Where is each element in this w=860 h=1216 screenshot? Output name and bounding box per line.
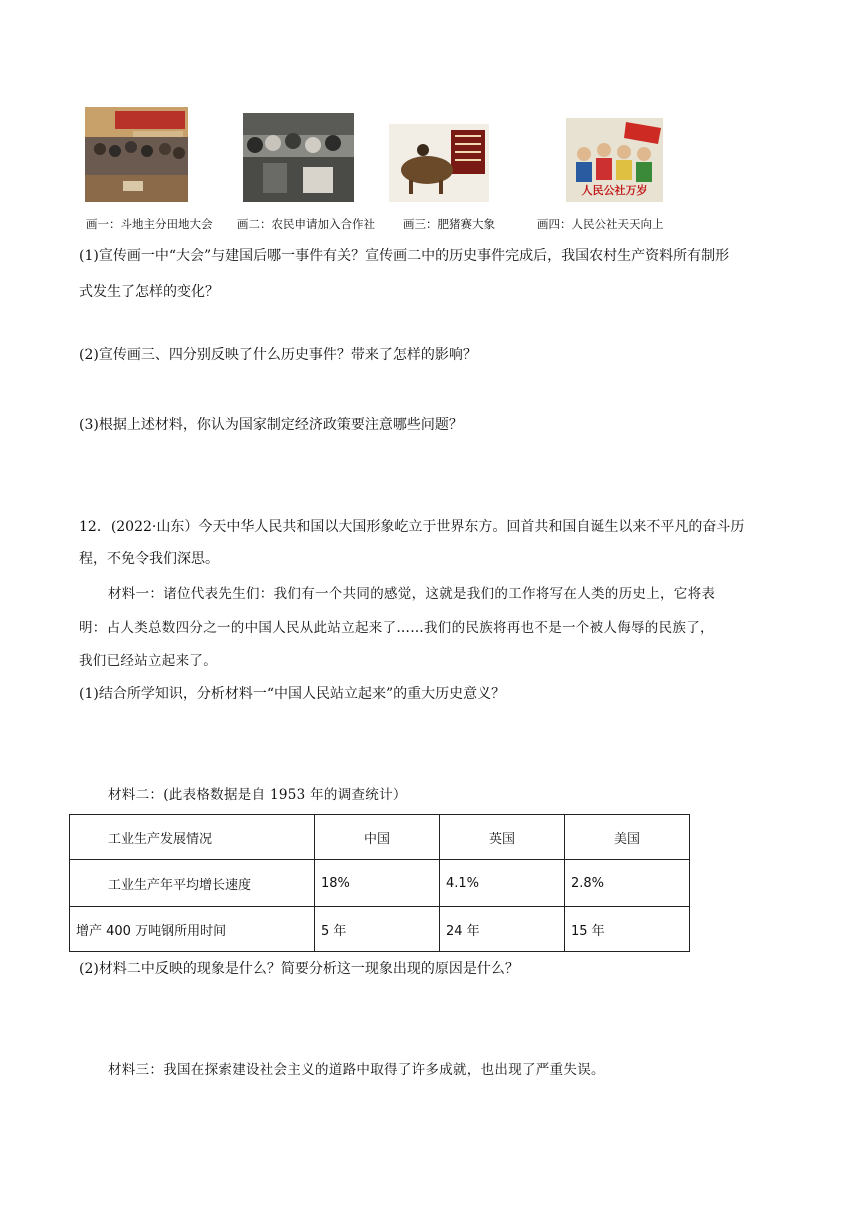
q12-material1-line1: 材料一：诸位代表先生们：我们有一个共同的感觉，这就是我们的工作将写在人类的历史上，它将表 (108, 586, 716, 602)
table-cell: 增产 400 万吨钢所用时间 (70, 907, 315, 952)
table-header-row (70, 815, 690, 860)
poster-2-caption: 画二：农民申请加入合作社 (237, 217, 375, 231)
poster-3-caption: 画三：肥猪赛大象 (403, 217, 495, 231)
poster-4-slogan: 人民公社万岁 (581, 184, 648, 197)
q11-sub1-line1: (1)宣传画一中“大会”与建国后哪一事件有关？宣传画二中的历史事件完成后，我国农村生产资料所有制形 (79, 248, 730, 264)
q12-intro-line2: 程，不免令我们深思。 (79, 551, 219, 567)
table-cell: 工业生产年平均增长速度 (70, 860, 315, 907)
table-cell: 5 年 (315, 907, 440, 952)
q12-material2-title: 材料二：(此表格数据是自 1953 年的调查统计） (108, 787, 407, 803)
q12-intro-line1: 12．(2022·山东）今天中华人民共和国以大国形象屹立于世界东方。回首共和国自诞生以来不平凡的奋斗历 (79, 519, 745, 535)
q12-material3: 材料三：我国在探索建设社会主义的道路中取得了许多成就，也出现了严重失误。 (108, 1062, 605, 1078)
table-header-cell: 工业生产发展情况 (70, 815, 315, 860)
q12-sub1: (1)结合所学知识，分析材料一“中国人民站立起来”的重大历史意义？ (79, 686, 506, 702)
table-row (70, 907, 690, 952)
table-cell: 4.1% (440, 860, 565, 907)
table-header-cell: 中国 (315, 815, 440, 860)
table-cell: 2.8% (565, 860, 690, 907)
table-cell: 24 年 (440, 907, 565, 952)
poster-4-caption: 画四：人民公社天天向上 (537, 217, 664, 231)
table-header-cell: 美国 (565, 815, 690, 860)
table-row (70, 860, 690, 907)
table-header-cell: 英国 (440, 815, 565, 860)
poster-2-image (243, 113, 354, 202)
poster-3-image (389, 124, 489, 202)
q11-sub3: (3)根据上述材料，你认为国家制定经济政策要注意哪些问题？ (79, 417, 463, 433)
q11-sub1-line2: 式发生了怎样的变化？ (79, 284, 219, 300)
poster-1-caption: 画一：斗地主分田地大会 (86, 217, 213, 231)
poster-4-image (566, 118, 663, 202)
table-cell: 18% (315, 860, 440, 907)
poster-1-image (85, 107, 188, 202)
industry-table (69, 814, 690, 952)
q12-sub2: (2)材料二中反映的现象是什么？简要分析这一现象出现的原因是什么？ (79, 961, 519, 977)
q12-material1-line3: 我们已经站立起来了。 (79, 653, 217, 669)
q11-sub2: (2)宣传画三、四分别反映了什么历史事件？带来了怎样的影响？ (79, 347, 477, 363)
q12-material1-line2: 明：占人类总数四分之一的中国人民从此站立起来了……我们的民族将再也不是一个被人侮辱的民族了， (79, 620, 714, 636)
table-cell: 15 年 (565, 907, 690, 952)
